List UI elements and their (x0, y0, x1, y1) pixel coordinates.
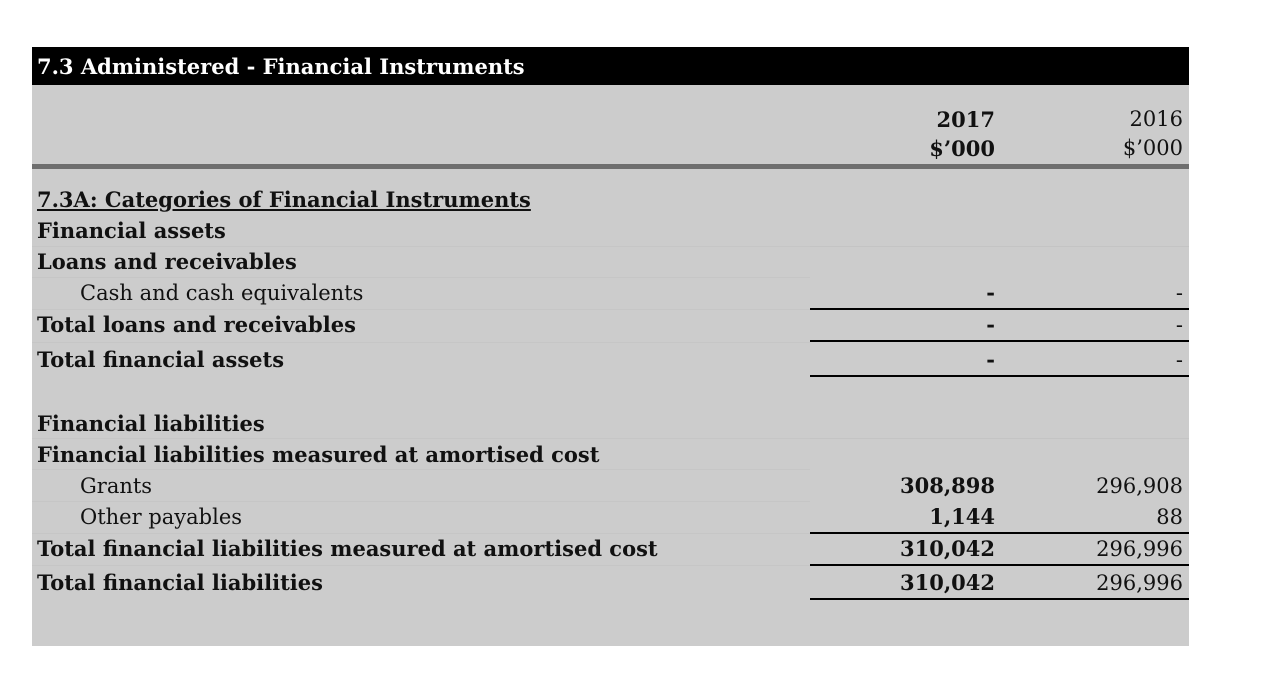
column-unit-2017: $’000 (929, 136, 995, 161)
row-divider (32, 533, 810, 534)
liability-item-label: Grants (80, 474, 153, 498)
cell-divider (810, 246, 1189, 247)
liability-item-2017: 308,898 (900, 473, 995, 498)
row-divider (32, 438, 810, 439)
subtotal-rule (810, 308, 1189, 310)
assets-heading: Financial assets (37, 218, 226, 243)
liability-item-label: Other payables (80, 505, 243, 529)
assets-total-2016: - (1175, 348, 1183, 372)
row-divider (32, 277, 810, 278)
liability-item-2017: 1,144 (929, 504, 995, 529)
financial-instruments-table (32, 47, 1189, 646)
column-unit-2016: $’000 (1122, 136, 1183, 160)
row-divider (32, 501, 810, 502)
total-rule (810, 598, 1189, 600)
assets-subtotal-label: Total loans and receivables (37, 312, 356, 337)
assets-total-2017: - (986, 347, 995, 372)
assets-subtotal-2016: - (1175, 313, 1183, 337)
row-divider (32, 309, 810, 310)
assets-total-label: Total financial assets (37, 347, 285, 372)
assets-subtotal-2017: - (986, 312, 995, 337)
liabilities-total-label: Total financial liabilities (37, 570, 323, 595)
liability-item-2016: 296,908 (1096, 474, 1183, 498)
liabilities-heading: Financial liabilities (37, 411, 265, 436)
column-header-2017 (835, 105, 995, 163)
row-divider (32, 469, 810, 470)
liabilities-subtotal-2017: 310,042 (900, 536, 995, 561)
column-year-2017: 2017 (936, 107, 995, 132)
liabilities-subtotal-label: Total financial liabilities measured at amortised cost (37, 536, 658, 561)
subtotal-rule (810, 532, 1189, 534)
section-heading: 7.3A: Categories of Financial Instruments (37, 187, 531, 212)
title-bar (32, 47, 1189, 85)
total-rule (810, 375, 1189, 377)
liability-item-2016: 88 (1156, 505, 1183, 529)
cell-divider (810, 438, 1189, 439)
column-header-2016 (1023, 105, 1183, 163)
header-divider (32, 164, 1189, 169)
liabilities-subheading: Financial liabilities measured at amortised cost (37, 442, 600, 467)
row-divider (32, 342, 810, 343)
column-year-2016: 2016 (1129, 107, 1183, 131)
row-divider (32, 565, 810, 566)
asset-item-2016: - (1175, 281, 1183, 305)
liabilities-subtotal-2016: 296,996 (1096, 537, 1183, 561)
row-divider (32, 246, 810, 247)
liabilities-total-2016: 296,996 (1096, 571, 1183, 595)
subtotal-rule (810, 564, 1189, 566)
liabilities-total-2017: 310,042 (900, 570, 995, 595)
subtotal-rule (810, 340, 1189, 342)
table-title: 7.3 Administered - Financial Instruments (37, 54, 525, 79)
asset-item-label: Cash and cash equivalents (80, 281, 364, 305)
assets-subheading: Loans and receivables (37, 249, 297, 274)
asset-item-2017: - (986, 280, 995, 305)
